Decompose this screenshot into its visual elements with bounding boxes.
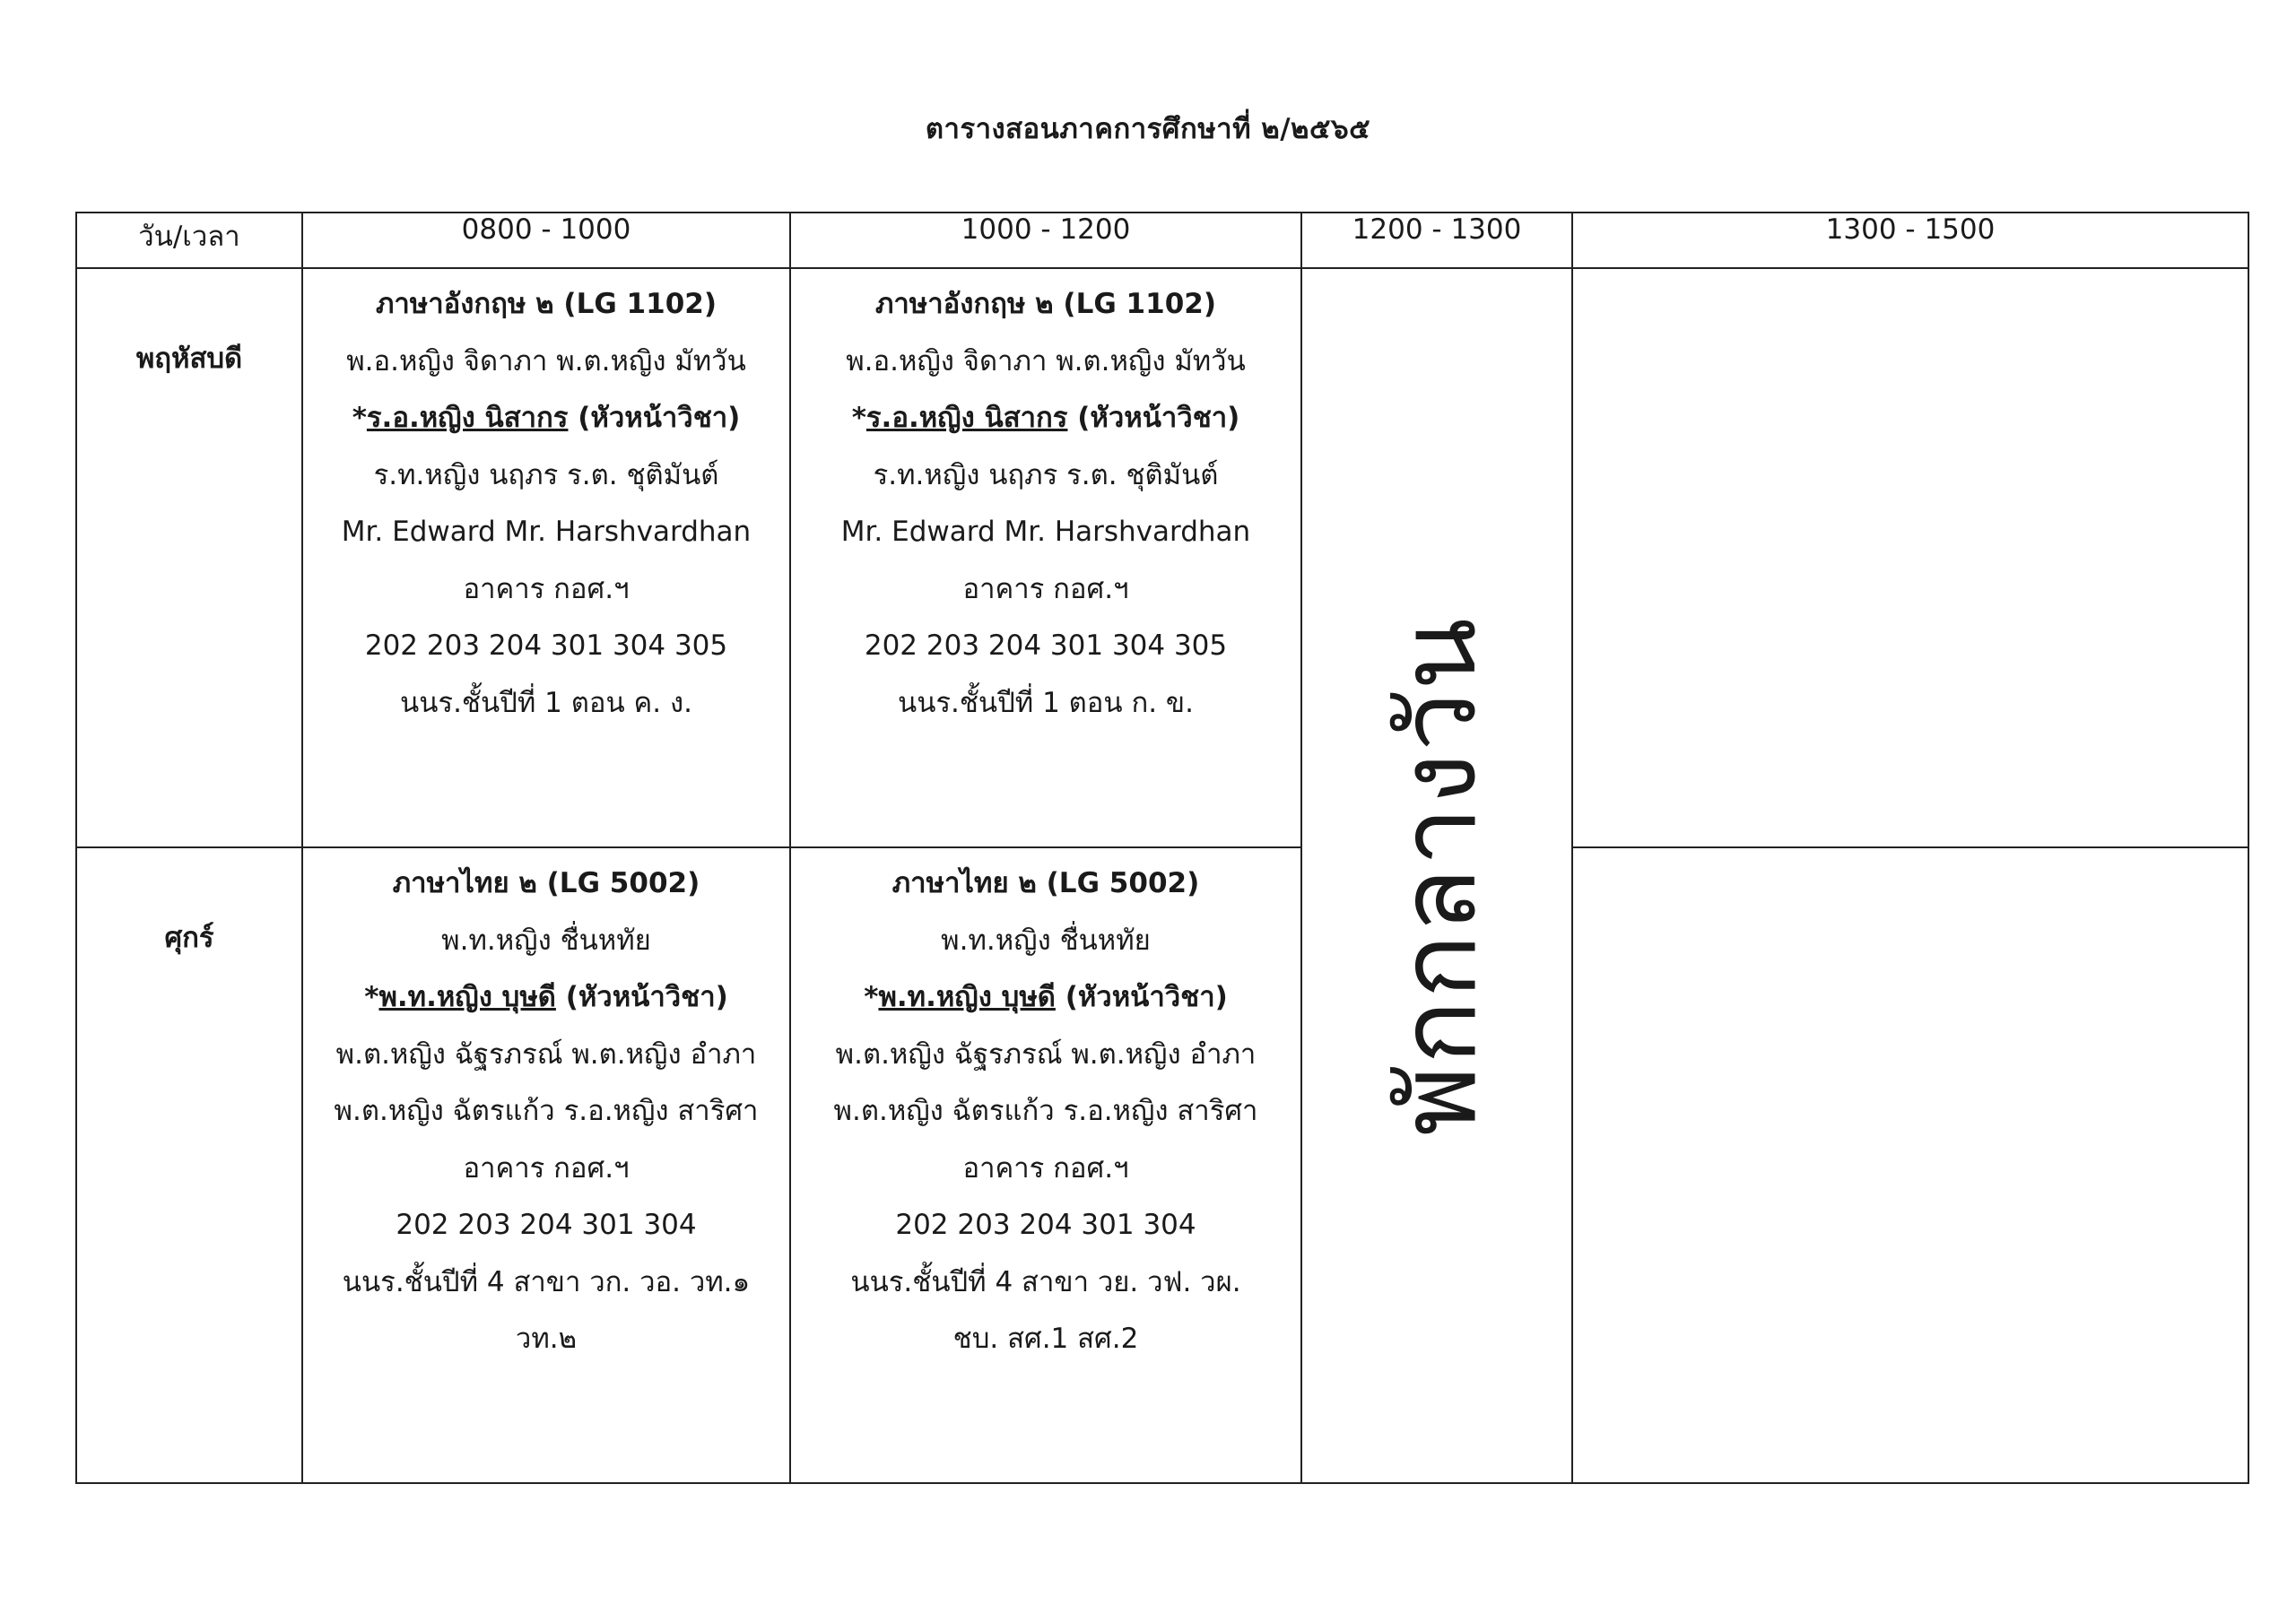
empty-cell: [1572, 847, 2248, 1483]
class-cell: [790, 847, 1301, 1483]
course-title: ภาษาไทย ๒ (LG 5002): [392, 867, 700, 899]
class-cell: [302, 847, 790, 1483]
teacher-line: ร.ท.หญิง นฤภร ร.ต. ชุติมันต์: [373, 458, 719, 491]
head-teacher-line: [303, 390, 789, 447]
head-marker: *: [851, 402, 866, 434]
empty-cell: [1572, 268, 2248, 847]
header-day-time: วัน/เวลา: [76, 213, 302, 268]
students-line-continued: ชบ. สศ.1 สศ.2: [952, 1323, 1139, 1355]
lunch-break-cell: [1301, 268, 1572, 1483]
day-label-friday: ศุกร์: [76, 847, 302, 1483]
head-teacher-name: ร.อ.หญิง นิสากร: [865, 402, 1068, 434]
head-marker: *: [352, 402, 367, 434]
table-row: [76, 268, 2248, 847]
students-line: นนร.ชั้นปีที่ 4 สาขา วก. วอ. วท.๑: [342, 1265, 751, 1298]
course-title: ภาษาไทย ๒ (LG 5002): [891, 867, 1200, 899]
students-line: นนร.ชั้นปีที่ 1 ตอน ก. ข.: [898, 686, 1194, 719]
rooms-line: 202 203 204 301 304 305: [864, 629, 1228, 662]
teacher-line: พ.ท.หญิง ชื่นหทัย: [441, 924, 651, 957]
page-title: ตารางสอนภาคการศึกษาที่ ๒/๒๕๖๕: [925, 113, 1371, 145]
teacher-line: พ.ต.หญิง ฉัตรแก้ว ร.อ.หญิง สาริศา: [833, 1095, 1258, 1127]
rooms-line: 202 203 204 301 304: [895, 1209, 1196, 1241]
head-teacher-line: [791, 969, 1300, 1027]
schedule-table: [75, 212, 2249, 1484]
head-teacher-role: (หัวหน้าวิชา): [1055, 981, 1228, 1013]
class-cell: [302, 268, 790, 847]
header-slot-1200: 1200 - 1300: [1301, 213, 1572, 268]
teacher-line: พ.อ.หญิง จิดาภา พ.ต.หญิง มัทวัน: [346, 344, 746, 378]
head-teacher-role: (หัวหน้าวิชา): [555, 981, 728, 1013]
building-line: อาคาร กอศ.ฯ: [962, 1151, 1129, 1185]
head-teacher-role: (หัวหน้าวิชา): [1067, 402, 1240, 434]
students-line: นนร.ชั้นปีที่ 1 ตอน ค. ง.: [400, 686, 692, 719]
head-teacher-name: ร.อ.หญิง นิสากร: [366, 402, 569, 434]
students-line: นนร.ชั้นปีที่ 4 สาขา วย. วฟ. วผ.: [850, 1265, 1241, 1298]
building-line: อาคาร กอศ.ฯ: [463, 1151, 630, 1185]
teacher-line: พ.อ.หญิง จิดาภา พ.ต.หญิง มัทวัน: [846, 344, 1246, 378]
course-title: ภาษาอังกฤษ ๒ (LG 1102): [375, 288, 718, 320]
table-row: [76, 847, 2248, 1483]
building-line: อาคาร กอศ.ฯ: [463, 572, 630, 605]
students-line-continued: วท.๒: [515, 1323, 578, 1355]
head-teacher-line: [791, 390, 1300, 447]
head-teacher-name: พ.ท.หญิง บุษดี: [378, 981, 556, 1013]
head-marker: *: [864, 981, 879, 1013]
head-teacher-name: พ.ท.หญิง บุษดี: [878, 981, 1056, 1013]
head-teacher-role: (หัวหน้าวิชา): [568, 402, 741, 434]
teacher-line: พ.ต.หญิง ฉัฐรภรณ์ พ.ต.หญิง อำภา: [335, 1037, 757, 1071]
teacher-line: ร.ท.หญิง นฤภร ร.ต. ชุติมันต์: [873, 458, 1219, 491]
course-title: ภาษาอังกฤษ ๒ (LG 1102): [874, 288, 1217, 320]
teacher-line: พ.ท.หญิง ชื่นหทัย: [941, 924, 1151, 957]
head-teacher-line: [303, 969, 789, 1027]
lunch-break-label: พักกลางวัน: [1376, 615, 1500, 1136]
head-marker: *: [364, 981, 379, 1013]
teacher-line: พ.ต.หญิง ฉัฐรภรณ์ พ.ต.หญิง อำภา: [835, 1037, 1257, 1071]
header-slot-0800: 0800 - 1000: [302, 213, 790, 268]
building-line: อาคาร กอศ.ฯ: [962, 572, 1129, 605]
class-cell: [790, 268, 1301, 847]
header-slot-1000: 1000 - 1200: [790, 213, 1301, 268]
teacher-line: พ.ต.หญิง ฉัตรแก้ว ร.อ.หญิง สาริศา: [334, 1095, 759, 1127]
teacher-line: Mr. Edward Mr. Harshvardhan: [840, 516, 1251, 548]
rooms-line: 202 203 204 301 304: [396, 1209, 697, 1241]
header-row: [76, 213, 2248, 268]
header-slot-1300: 1300 - 1500: [1572, 213, 2248, 268]
rooms-line: 202 203 204 301 304 305: [364, 629, 728, 662]
teacher-line: Mr. Edward Mr. Harshvardhan: [341, 516, 752, 548]
day-label-thursday: พฤหัสบดี: [76, 268, 302, 847]
